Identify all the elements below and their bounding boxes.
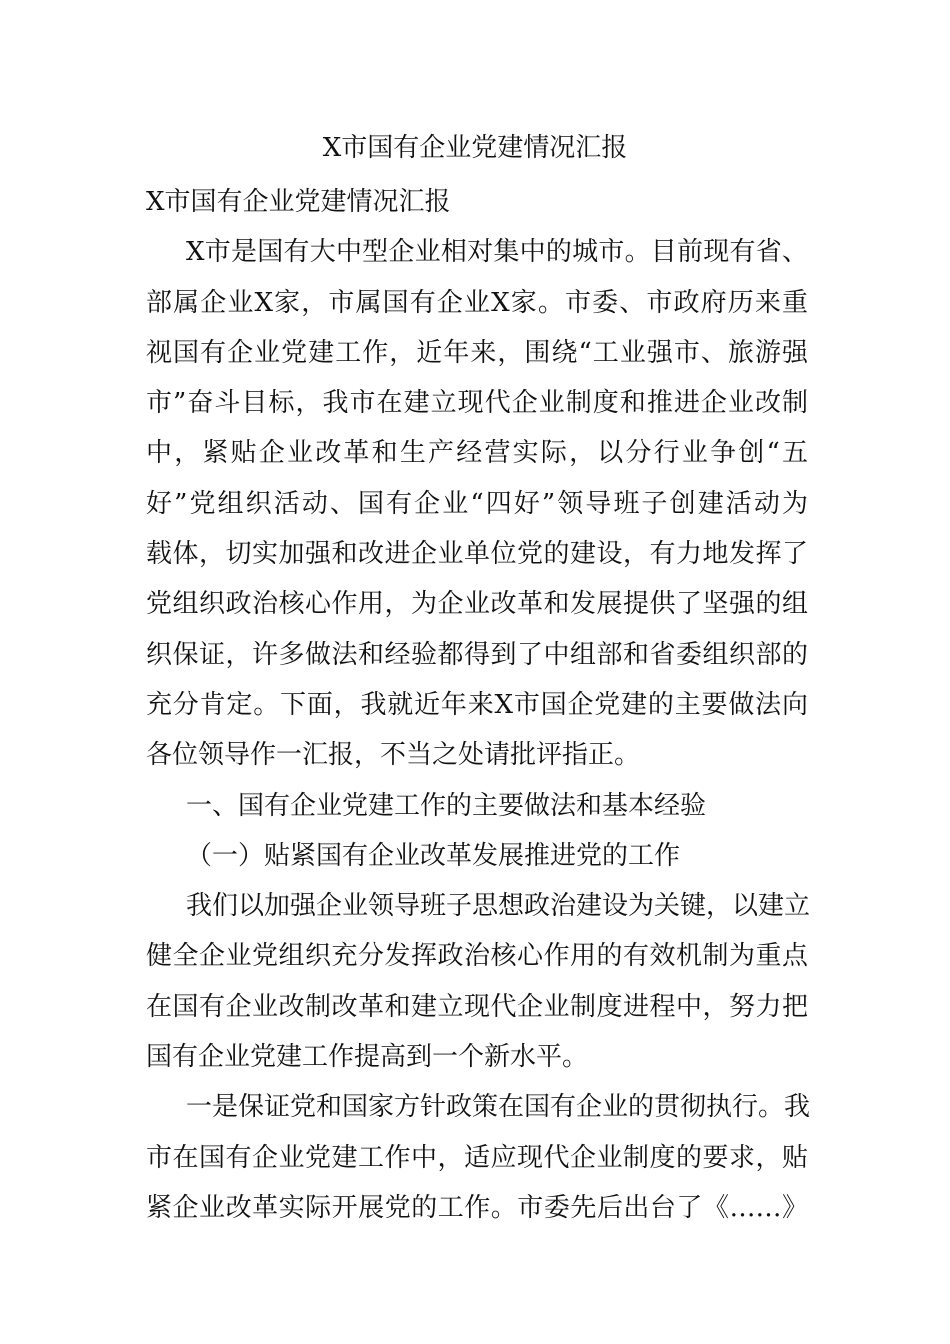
paragraph1-line-4: 市”奋斗目标，我市在建立现代企业制度和推进企业改制 bbox=[146, 388, 808, 419]
paragraph1-line-3: 视国有企业党建工作，近年来，围绕“工业强市、旅游强 bbox=[146, 337, 808, 368]
subtitle-line: X市国有企业党建情况汇报 bbox=[146, 187, 451, 217]
paragraph1-line-8: 党组织政治核心作用，为企业改革和发展提供了坚强的组 bbox=[146, 589, 808, 620]
paragraph3-line-2: 市在国有企业党建工作中，适应现代企业制度的要求，贴 bbox=[146, 1142, 808, 1173]
paragraph2-line-3: 在国有企业改制改革和建立现代企业制度进程中，努力把 bbox=[146, 991, 808, 1022]
paragraph1-line-9: 织保证，许多做法和经验都得到了中组部和省委组织部的 bbox=[146, 639, 808, 670]
paragraph3-line-1: 一是保证党和国家方针政策在国有企业的贯彻执行。我 bbox=[186, 1092, 811, 1123]
paragraph1-line-10: 充分肯定。下面，我就近年来X市国企党建的主要做法向 bbox=[146, 689, 808, 720]
paragraph1-line-5: 中，紧贴企业改革和生产经营实际，以分行业争创“五 bbox=[146, 438, 808, 469]
paragraph1-line-6: 好”党组织活动、国有企业“四好”领导班子创建活动为 bbox=[146, 488, 808, 519]
paragraph1-line-11: 各位领导作一汇报，不当之处请批评指正。 bbox=[146, 740, 641, 771]
section-heading-1: 一、国有企业党建工作的主要做法和基本经验 bbox=[186, 790, 707, 821]
document-title: X市国有企业党建情况汇报 bbox=[322, 133, 628, 163]
paragraph2-line-4: 国有企业党建工作提高到一个新水平。 bbox=[146, 1042, 589, 1073]
paragraph2-line-2: 健全企业党组织充分发挥政治核心作用的有效机制为重点 bbox=[146, 941, 808, 972]
paragraph2-line-1: 我们以加强企业领导班子思想政治建设为关键，以建立 bbox=[186, 891, 811, 922]
paragraph1-line-2: 部属企业X家，市属国有企业X家。市委、市政府历来重 bbox=[146, 287, 808, 318]
section-heading-2: （一）贴紧国有企业改革发展推进党的工作 bbox=[186, 840, 681, 871]
paragraph3-line-3: 紧企业改革实际开展党的工作。市委先后出台了《……》 bbox=[146, 1192, 808, 1223]
paragraph1-line-1: X市是国有大中型企业相对集中的城市。目前现有省、 bbox=[186, 237, 808, 268]
document-body bbox=[146, 177, 811, 1233]
paragraph1-line-7: 载体，切实加强和改进企业单位党的建设，有力地发挥了 bbox=[146, 539, 808, 570]
